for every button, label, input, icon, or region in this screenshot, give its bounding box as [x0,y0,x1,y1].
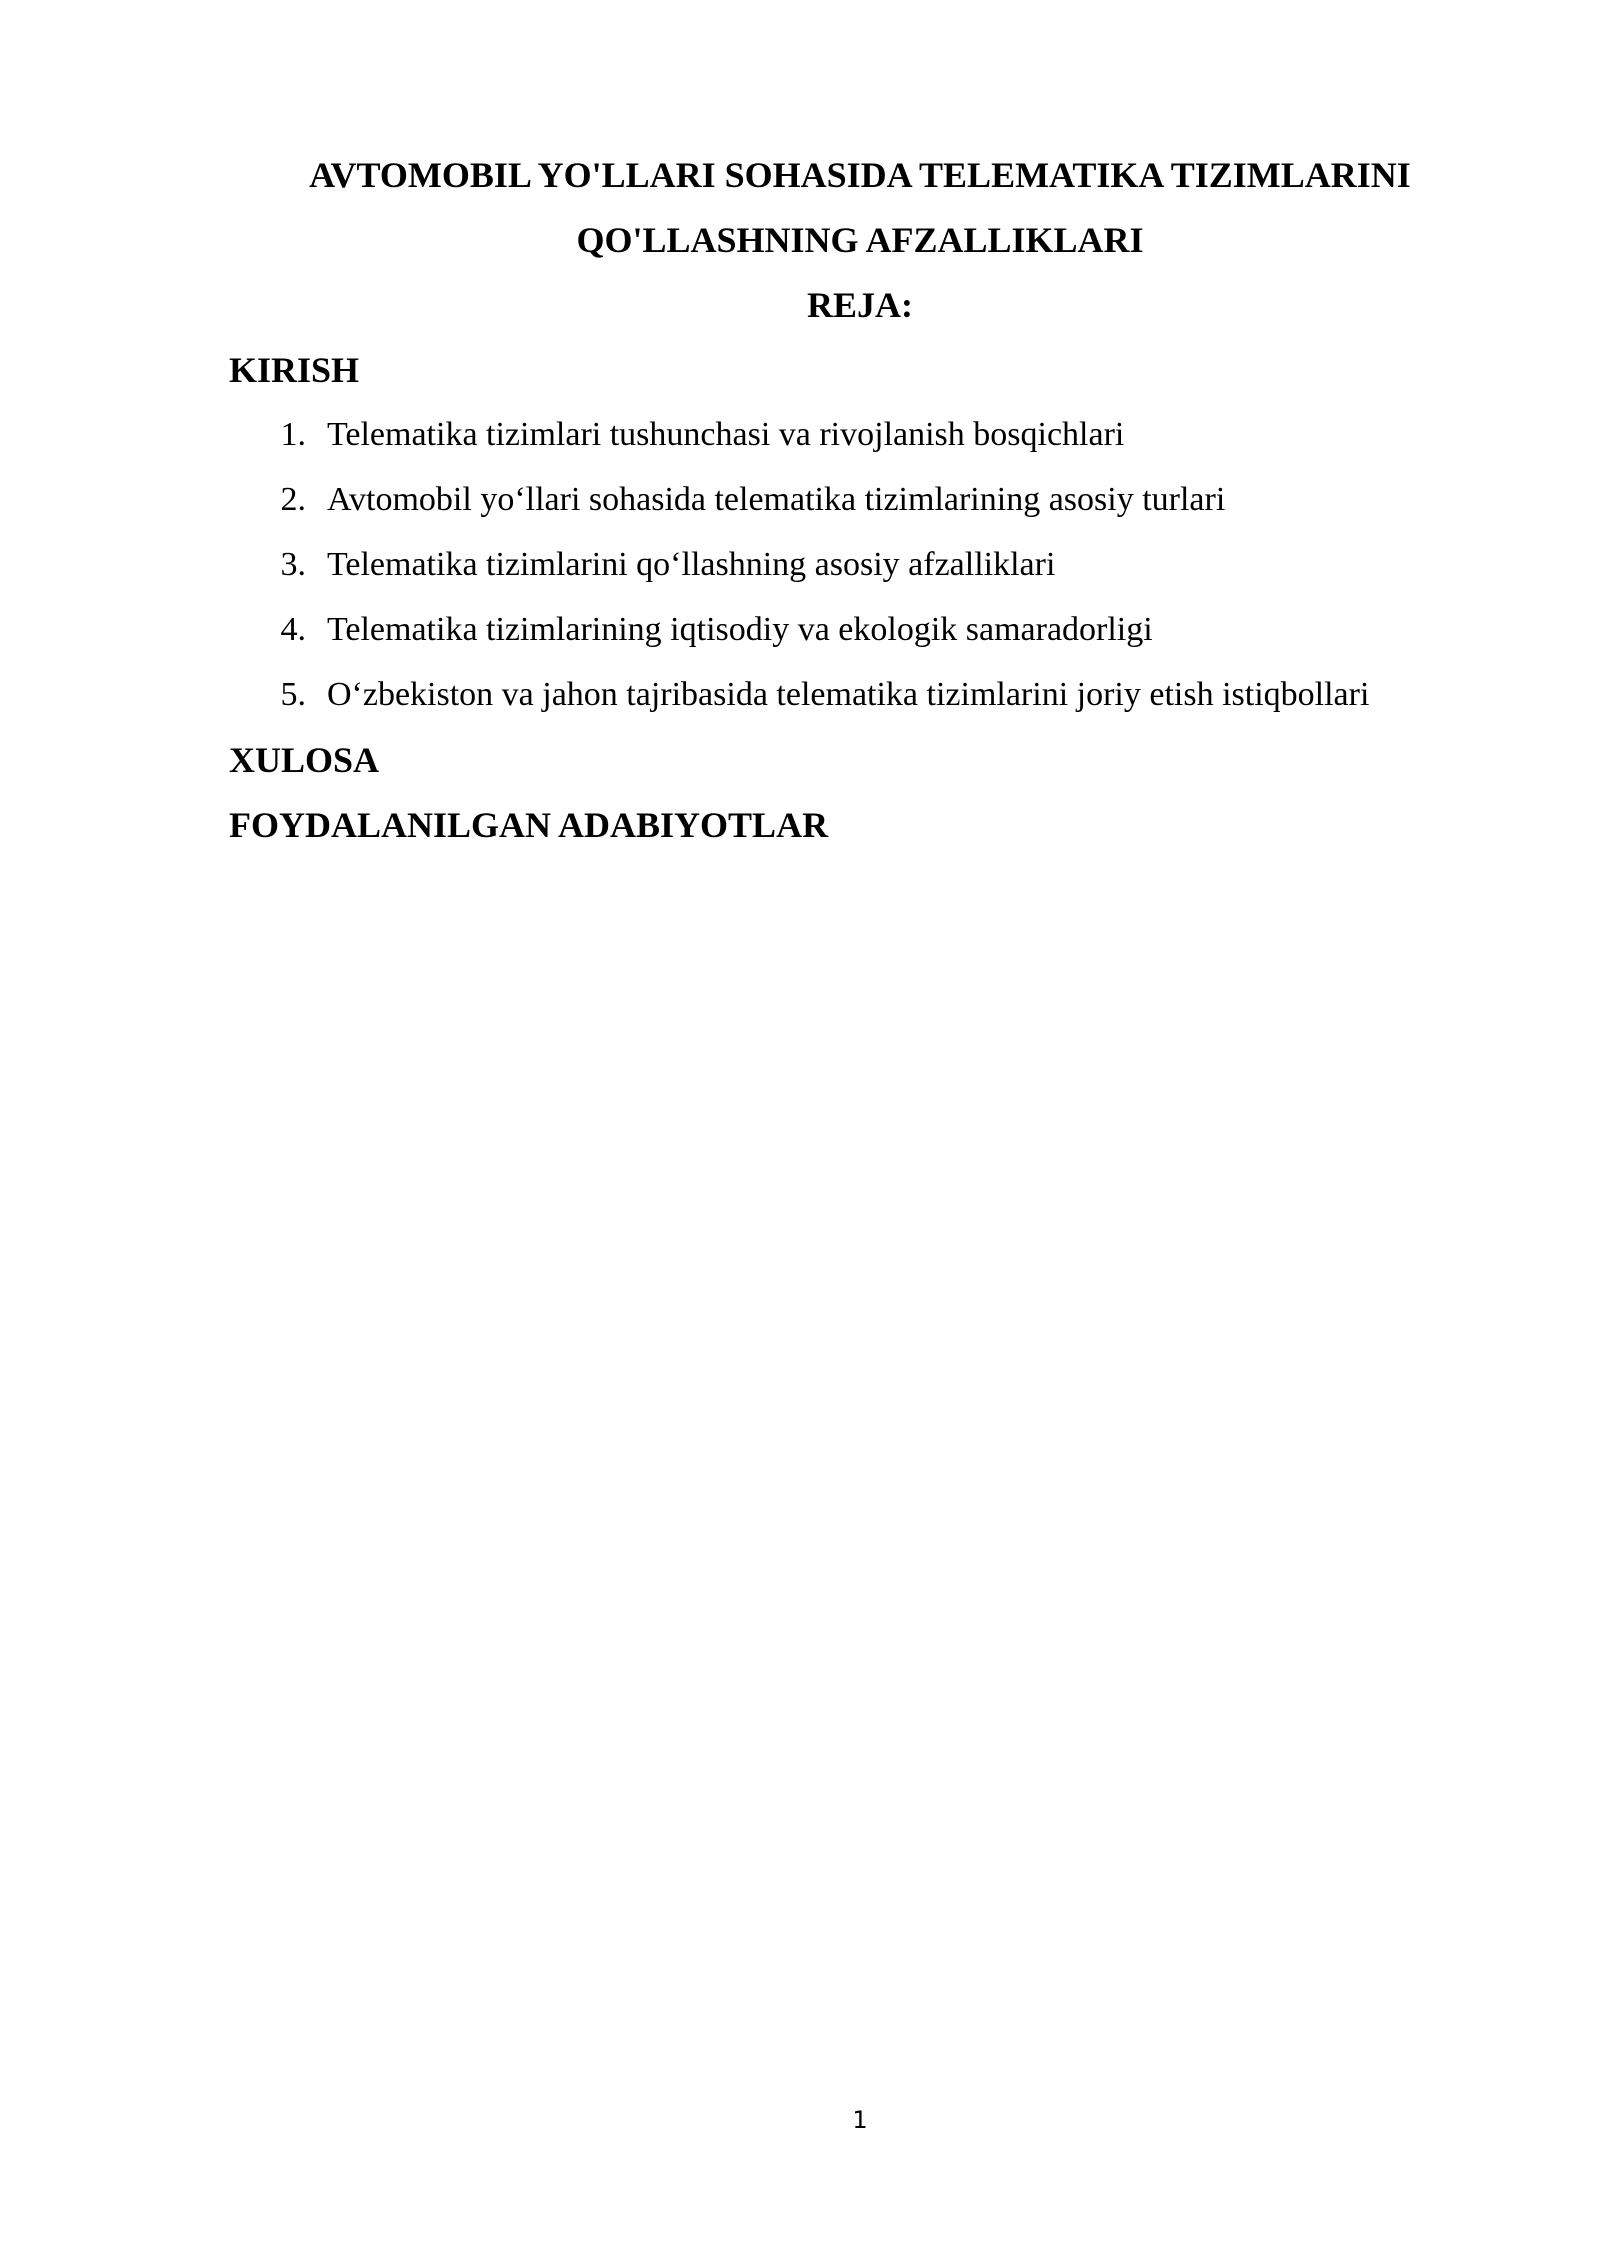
plan-item-text: O‘zbekiston va jahon tajribasida telematika tizimlarini joriy etish istiqbollari [327,676,1370,713]
plan-heading: REJA: [807,285,913,325]
plan-item-number: 1. [280,416,306,453]
document-title-line-2: QO'LLASHNING AFZALLIKLARI [576,220,1144,260]
intro-heading: KIRISH [229,350,360,390]
plan-item-text: Telematika tizimlari tushunchasi va rivojlanish bosqichlari [327,416,1125,453]
references-heading: FOYDALANILGAN ADABIYOTLAR [229,805,829,845]
plan-item-text: Telematika tizimlarini qo‘llashning asosiy afzalliklari [327,546,1056,583]
plan-item-number: 3. [280,546,306,583]
plan-item-text: Telematika tizimlarining iqtisodiy va ekologik samaradorligi [327,611,1153,648]
plan-item-number: 4. [280,611,306,648]
document-title-line-1: AVTOMOBIL YO'LLARI SOHASIDA TELEMATIKA TIZIMLARINI [309,155,1411,195]
plan-item-number: 5. [280,676,306,713]
plan-item-text: Avtomobil yo‘llari sohasida telematika tizimlarining asosiy turlari [327,481,1226,518]
page-number: 1 [852,2106,868,2134]
conclusion-heading: XULOSA [229,740,380,780]
plan-item-number: 2. [280,481,306,518]
